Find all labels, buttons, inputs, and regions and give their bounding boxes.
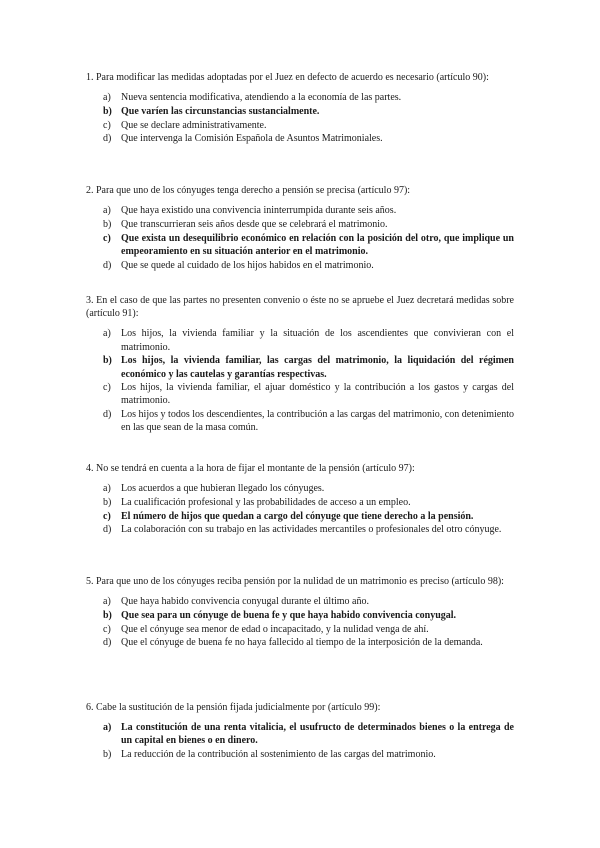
- question-2: [86, 184, 514, 272]
- option-b: b) La cualificación profesional y las probabilidades de acceso a un empleo.: [103, 496, 411, 508]
- question-6: [86, 701, 514, 762]
- option-d: d) Que el cónyuge de buena fe no haya fallecido al tiempo de la interposición de la demanda.: [103, 637, 483, 649]
- question-stem: 4. No se tendrá en cuenta a la hora de fijar el montante de la pensión (artículo 97):: [86, 463, 415, 474]
- option-list: [86, 721, 514, 761]
- option-d: d) Los hijos y todos los descendientes, la contribución a las cargas del matrimonio, con detenimiento en las que sean de la masa común.: [103, 409, 514, 434]
- option-b: b) Que transcurrieran seis años desde que se celebrará el matrimonio.: [103, 218, 388, 230]
- question-stem: 6. Cabe la sustitución de la pensión fijada judicialmente por (artículo 99):: [86, 702, 381, 713]
- option-c: c) Que el cónyuge sea menor de edad o incapacitado, y la nulidad venga de ahí.: [103, 623, 429, 635]
- option-a: a) Que haya habido convivencia conyugal durante el último año.: [103, 596, 369, 608]
- option-b-correct: b) Que sea para un cónyuge de buena fe y que haya habido convivencia conyugal.: [103, 609, 457, 621]
- option-d: d) Que intervenga la Comisión Española de Asuntos Matrimoniales.: [103, 133, 383, 145]
- question-3: [86, 294, 514, 435]
- option-b-correct: b) Que varíen las circunstancias sustancialmente.: [103, 105, 320, 117]
- question-stem: 3. En el caso de que las partes no presenten convenio o éste no se apruebe el Juez decretará medidas sobre (artículo 91):: [86, 295, 514, 320]
- option-list: [86, 327, 514, 434]
- option-a-correct: a) La constitución de una renta vitalicia, el usufructo de determinados bienes o la entrega de un capital en bienes o en dinero.: [103, 722, 514, 747]
- question-4: [86, 462, 514, 537]
- option-c-correct: c) Que exista un desequilibrio económico en relación con la posición del otro, que implique un empeoramiento en su situación anterior en el matrimonio.: [103, 232, 514, 257]
- option-c-correct: c) El número de hijos que quedan a cargo del cónyuge que tiene derecho a la pensión.: [103, 510, 474, 522]
- question-1: [86, 71, 514, 146]
- question-stem: 2. Para que uno de los cónyuges tenga derecho a pensión se precisa (artículo 97):: [86, 185, 411, 196]
- option-b-correct: b) Los hijos, la vivienda familiar, las cargas del matrimonio, la liquidación del régimen económico y las cautelas y garantías respectivas.: [103, 355, 514, 380]
- option-d: d) Que se quede al cuidado de los hijos habidos en el matrimonio.: [103, 259, 374, 271]
- option-list: [86, 91, 514, 145]
- option-a: a) Los acuerdos a que hubieran llegado los cónyuges.: [103, 483, 325, 495]
- option-a: a) Nueva sentencia modificativa, atendiendo a la economía de las partes.: [103, 92, 402, 104]
- option-list: [86, 595, 514, 649]
- option-c: c) Que se declare administrativamente.: [103, 119, 267, 131]
- option-list: [86, 204, 514, 272]
- option-a: a) Los hijos, la vivienda familiar y la situación de los ascendientes que convivieran con el matrimonio.: [103, 328, 514, 353]
- option-list: [86, 482, 514, 536]
- option-d: d) La colaboración con su trabajo en las actividades mercantiles o profesionales del otro cónyuge.: [103, 524, 502, 536]
- option-c: c) Los hijos, la vivienda familiar, el ajuar doméstico y la contribución a los gastos y cargas del matrimonio.: [103, 382, 514, 407]
- question-stem: 5. Para que uno de los cónyuges reciba pensión por la nulidad de un matrimonio es preciso (artículo 98):: [86, 576, 504, 587]
- option-a: a) Que haya existido una convivencia ininterrumpida durante seis años.: [103, 205, 397, 217]
- question-5: [86, 575, 514, 650]
- option-b: b) La reducción de la contribución al sostenimiento de las cargas del matrimonio.: [103, 749, 436, 761]
- question-stem: 1. Para modificar las medidas adoptadas por el Juez en defecto de acuerdo es necesario (artículo 90):: [86, 72, 489, 83]
